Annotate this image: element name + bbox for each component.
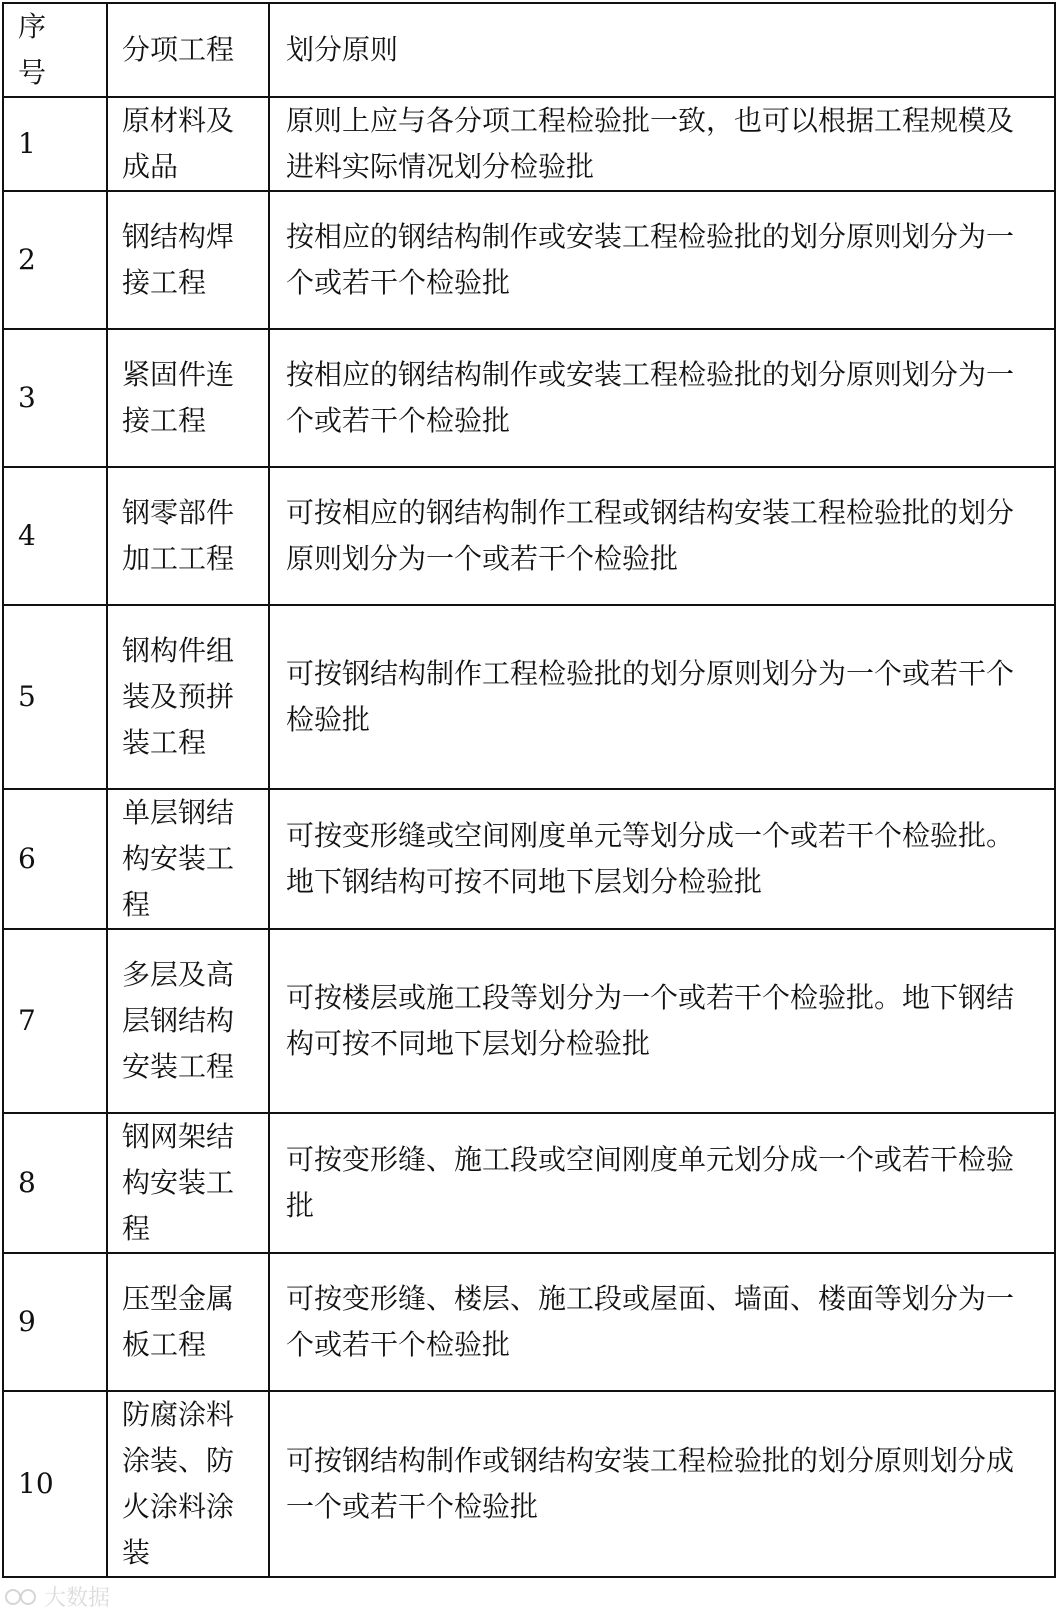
header-no: [3, 3, 107, 97]
row-rule: [269, 605, 1055, 789]
row-rule: [269, 329, 1055, 467]
row-no: 3: [3, 329, 107, 467]
row-item-label: 原材料及成品: [122, 104, 235, 183]
row-rule-label: 可按变形缝、施工段或空间刚度单元划分成一个或若干检验批: [286, 1143, 1015, 1222]
row-no: 8: [3, 1113, 107, 1253]
row-item-label: 钢构件组装及预拼装工程: [122, 634, 235, 759]
row-item-label: 钢网架结构安装工程: [122, 1120, 235, 1245]
row-no: 1: [3, 97, 107, 191]
table-row: [3, 1253, 1055, 1391]
table-row: [3, 191, 1055, 329]
row-rule: [269, 191, 1055, 329]
row-rule: [269, 1253, 1055, 1391]
row-rule-label: 按相应的钢结构制作或安装工程检验批的划分原则划分为一个或若干个检验批: [286, 358, 1015, 437]
header-item-label: 分项工程: [122, 33, 235, 66]
header-rule: [269, 3, 1055, 97]
row-rule-label: 可按楼层或施工段等划分为一个或若干个检验批。地下钢结构可按不同地下层划分检验批: [286, 981, 1015, 1060]
row-item-label: 多层及高层钢结构安装工程: [122, 958, 235, 1083]
row-rule: [269, 1391, 1055, 1577]
row-item: [107, 1253, 269, 1391]
row-rule-label: 可按钢结构制作工程检验批的划分原则划分为一个或若干个检验批: [286, 657, 1015, 736]
watermark-text: 大数据: [44, 1586, 111, 1611]
header-rule-label: 划分原则: [286, 33, 399, 66]
row-rule: [269, 789, 1055, 929]
row-item: [107, 467, 269, 605]
row-item: [107, 191, 269, 329]
row-item-label: 钢结构焊接工程: [122, 220, 235, 299]
row-rule: [269, 929, 1055, 1113]
row-rule: [269, 1113, 1055, 1253]
row-item-label: 单层钢结构安装工程: [122, 796, 235, 921]
row-rule-label: 原则上应与各分项工程检验批一致，也可以根据工程规模及进料实际情况划分检验批: [286, 104, 1015, 183]
header-item: [107, 3, 269, 97]
row-item-label: 钢零部件加工工程: [122, 496, 235, 575]
header-no-label: 序号: [18, 10, 47, 89]
table-row: [3, 1113, 1055, 1253]
row-no: 10: [3, 1391, 107, 1577]
row-rule-label: 可按变形缝、楼层、施工段或屋面、墙面、楼面等划分为一个或若干个检验批: [286, 1282, 1015, 1361]
table-row: [3, 329, 1055, 467]
table-row: [3, 1391, 1055, 1577]
row-no: 4: [3, 467, 107, 605]
row-rule-label: 可按钢结构制作或钢结构安装工程检验批的划分原则划分成一个或若干个检验批: [286, 1444, 1015, 1523]
table-row: [3, 789, 1055, 929]
row-rule-label: 可按变形缝或空间刚度单元等划分成一个或若干个检验批。地下钢结构可按不同地下层划分检验批: [286, 819, 1015, 898]
table-header-row: [3, 3, 1055, 97]
table-row: [3, 929, 1055, 1113]
row-rule: [269, 467, 1055, 605]
camera-logo-icon: [4, 1586, 38, 1608]
row-item-label: 防腐涂料涂装、防火涂料涂装: [122, 1398, 235, 1569]
table-row: [3, 97, 1055, 191]
row-item: [107, 605, 269, 789]
row-no: 6: [3, 789, 107, 929]
row-item-label: 压型金属板工程: [122, 1282, 235, 1361]
row-item-label: 紧固件连接工程: [122, 358, 235, 437]
row-item: [107, 789, 269, 929]
row-no: 7: [3, 929, 107, 1113]
row-item: [107, 929, 269, 1113]
row-no: 5: [3, 605, 107, 789]
row-rule-label: 可按相应的钢结构制作工程或钢结构安装工程检验批的划分原则划分为一个或若干个检验批: [286, 496, 1015, 575]
table-row: [3, 467, 1055, 605]
row-rule-label: 按相应的钢结构制作或安装工程检验批的划分原则划分为一个或若干个检验批: [286, 220, 1015, 299]
row-no: 2: [3, 191, 107, 329]
row-item: [107, 1113, 269, 1253]
watermark: [4, 1581, 110, 1612]
row-rule: [269, 97, 1055, 191]
row-item: [107, 97, 269, 191]
table-row: [3, 605, 1055, 789]
row-no: 9: [3, 1253, 107, 1391]
division-table: [2, 2, 1056, 1578]
row-item: [107, 329, 269, 467]
row-item: [107, 1391, 269, 1577]
